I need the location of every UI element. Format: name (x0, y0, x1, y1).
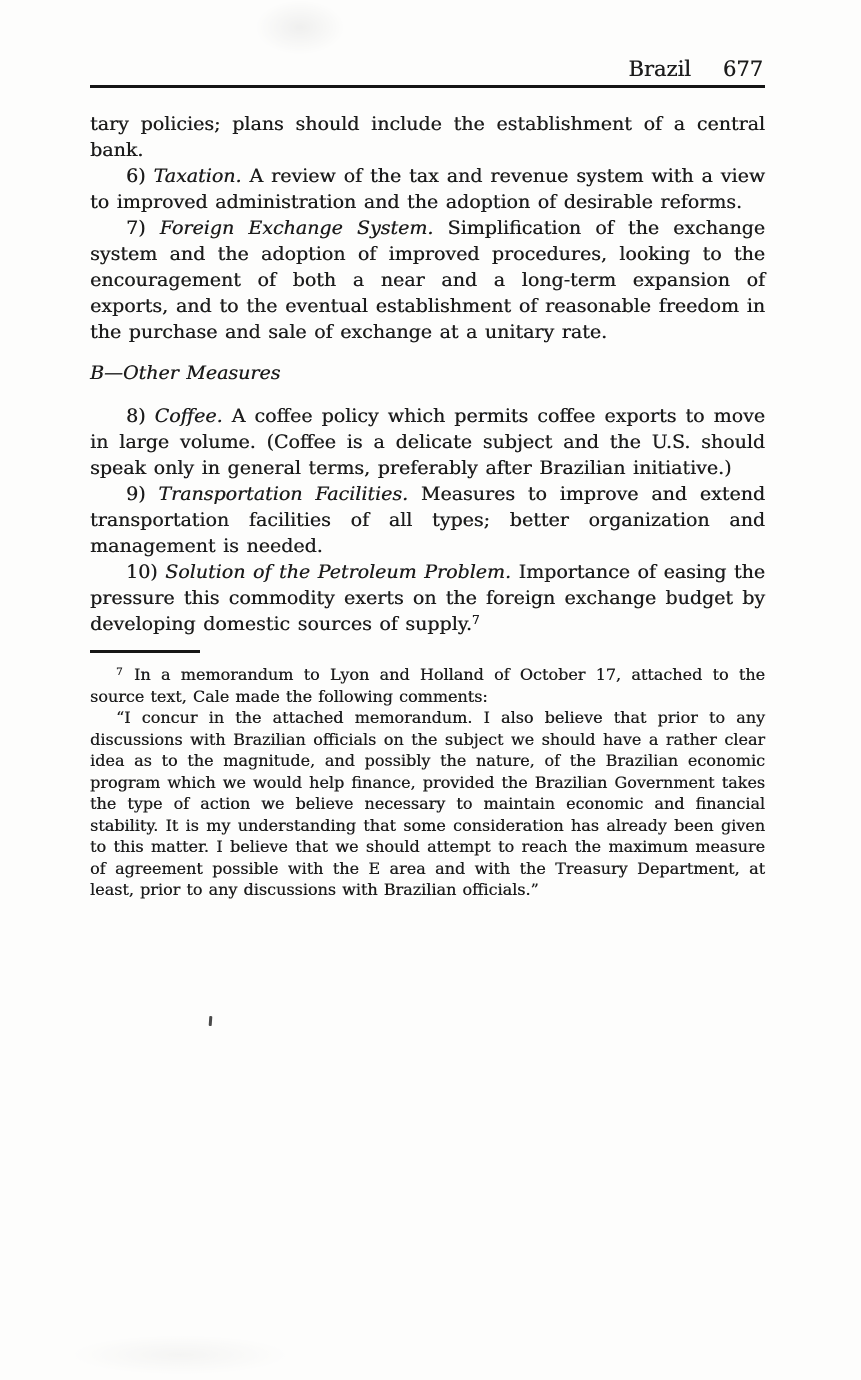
footnote-separator-rule (90, 650, 200, 653)
italic-text-run: Transportation Facilities. (158, 483, 409, 505)
paragraph-item-6 (90, 163, 765, 215)
footnote-7-intro (90, 664, 765, 707)
text-column (90, 57, 765, 901)
text-run: Simplification of the exchange system and the adoption of improved procedures, looking to the encouragement of both a near and a long-term expansion of exports, and to the eventual establishment of reasonable freedom in the purchase and sale of exchange at a unitary rate. (90, 217, 765, 343)
scan-smudge-bottom (70, 1335, 290, 1375)
text-run: 10) (126, 561, 166, 583)
italic-text-run: Foreign Exchange System. (159, 217, 434, 239)
italic-text-run: Coffee. (154, 405, 223, 427)
paragraph-continuation (90, 111, 765, 163)
text-run: “I concur in the attached memorandum. I also believe that prior to any discussions with Brazilian officials on the subject we should have a rather clear idea as to the magnitude, and possibly the nature, of the Brazilian economic program which we would help finance, provided the Brazilian Government takes the type of action we believe necessary to maintain economic and financial stability. It is my understanding that some consideration has already been given to this matter. I believe that we should attempt to reach the maximum measure of agreement possible with the E area and with the Treasury Department, at least, prior to any discussions with Brazilian officials.” (90, 708, 765, 899)
text-run: A review of the tax and revenue system with a view to improved administration and the adoption of desirable reforms. (90, 165, 765, 213)
italic-text-run: Taxation. (153, 165, 242, 187)
header-title: Brazil (628, 57, 691, 81)
paragraph-item-9 (90, 481, 765, 559)
text-run: 6) (126, 165, 154, 187)
text-run: tary policies; plans should include the establishment of a central bank. (90, 113, 765, 161)
footnote-marker: 7 (471, 613, 481, 627)
header-page-number: 677 (722, 57, 763, 81)
paragraph-item-8 (90, 403, 765, 481)
scan-artifact-speck (209, 1016, 212, 1026)
text-run: Importance of easing the pressure this commodity exerts on the foreign exchange budget by developing domestic sources of supply. (90, 561, 765, 635)
text-run: 7) (126, 217, 160, 239)
text-run: In a memorandum to Lyon and Holland of October 17, attached to the source text, Cale made the following comments: (90, 665, 765, 706)
paragraph-item-10 (90, 559, 765, 637)
running-header (90, 57, 765, 88)
text-run: Measures to improve and extend transportation facilities of all types; better organization and management is needed. (90, 483, 766, 557)
footnote-block (90, 664, 765, 901)
section-heading-b-other-measures (90, 360, 765, 386)
text-run: 8) (126, 405, 155, 427)
paragraph-item-7 (90, 215, 765, 345)
text-run: A coffee policy which permits coffee exports to move in large volume. (Coffee is a delicate subject and the U.S. should speak only in general terms, preferably after Brazilian initiative.) (90, 405, 765, 479)
text-run: 9) (126, 483, 159, 505)
italic-text-run: B—Other Measures (90, 362, 281, 384)
footnote-marker: 7 (116, 666, 124, 678)
body-text (90, 111, 765, 637)
italic-text-run: Solution of the Petroleum Problem. (165, 561, 511, 583)
scan-smudge-top (255, 0, 345, 55)
footnote-7-quote (90, 707, 765, 901)
